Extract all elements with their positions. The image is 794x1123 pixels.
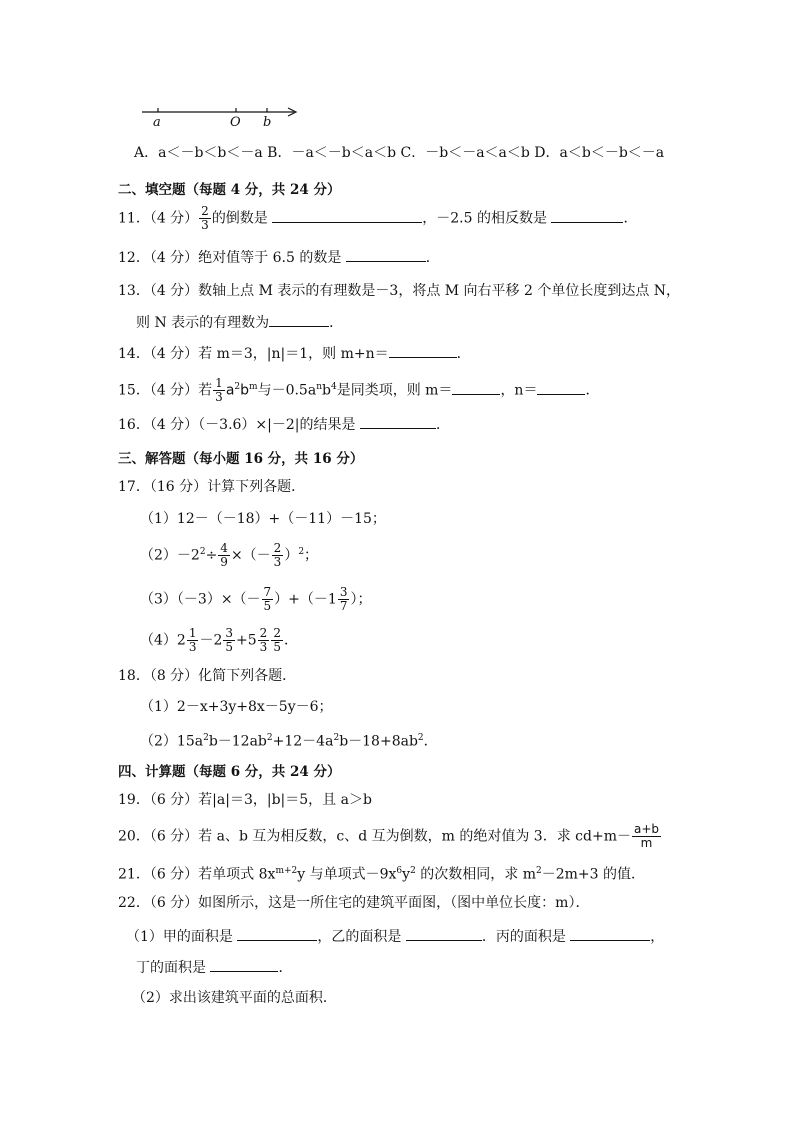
q17-p2-e: ； bbox=[304, 547, 319, 564]
q18-p2-c: +12－4a bbox=[272, 733, 334, 750]
q15-mid: 与－0.5a bbox=[257, 382, 317, 399]
q17-p2-d: ） bbox=[284, 547, 299, 564]
q13-line2 bbox=[136, 312, 343, 333]
q17-p4-frac2 bbox=[223, 627, 235, 654]
q12-end: ． bbox=[425, 250, 440, 266]
q22-part1-line2 bbox=[136, 957, 292, 978]
q22-part1-line1 bbox=[126, 926, 664, 947]
q22-p1-a: （1）甲的面积是 bbox=[126, 929, 233, 945]
q12-text: 12．（4 分）绝对值等于 6.5 的数是 bbox=[118, 250, 342, 266]
q22-p1-b: ，乙的面积是 bbox=[317, 929, 402, 945]
q17-p4-d: ． bbox=[283, 632, 298, 649]
q12-blank[interactable] bbox=[346, 247, 426, 262]
q16-end: ． bbox=[435, 417, 450, 433]
q15-num: 1 bbox=[215, 376, 223, 391]
q17-p4-c: +5 bbox=[236, 632, 257, 649]
number-line bbox=[138, 102, 308, 132]
number-line-label-b: b bbox=[263, 115, 272, 130]
q17-part1: （1）12－（－18）+（－11）－15； bbox=[140, 511, 386, 527]
q17-p4-a: （4）2 bbox=[140, 632, 186, 649]
q17-p4-d1: 3 bbox=[188, 640, 197, 654]
q15-term-b: b bbox=[240, 382, 250, 399]
q15-blank-1[interactable] bbox=[452, 380, 500, 395]
q11-blank-2[interactable] bbox=[551, 208, 623, 223]
q11-den: 3 bbox=[201, 218, 209, 232]
q17-p4-n2: 3 bbox=[225, 626, 234, 640]
q15-fraction bbox=[213, 377, 225, 404]
q20 bbox=[118, 823, 662, 850]
q22-blank-1[interactable] bbox=[237, 926, 317, 941]
q17-p4-d2: 5 bbox=[225, 640, 234, 654]
q17-p2-a: （2）－2 bbox=[140, 547, 200, 564]
q17-p2-b: ÷ bbox=[205, 547, 218, 564]
q22-p1-d: ， bbox=[650, 929, 665, 945]
q22-p1-e: 丁的面积是 bbox=[136, 960, 206, 976]
q21-e: －2m+3 的值． bbox=[541, 866, 646, 883]
q17-p2-d1: 9 bbox=[220, 555, 228, 570]
q18-title: 18．（8 分）化简下列各题． bbox=[118, 668, 297, 684]
q15-blank-2[interactable] bbox=[537, 380, 585, 395]
section4-title: 四、计算题（每题 6 分，共 24 分） bbox=[118, 764, 341, 780]
q15-exp3: n bbox=[316, 382, 322, 392]
section3-title: 三、解答题（每小题 16 分，共 16 分） bbox=[118, 451, 364, 467]
q18-part2 bbox=[140, 728, 438, 752]
q21-b: y 与单项式－9x bbox=[297, 866, 397, 883]
q18-p2-b: b－12ab bbox=[208, 733, 267, 750]
q17-p3-d2: 7 bbox=[339, 599, 348, 613]
q14-blank[interactable] bbox=[389, 343, 457, 358]
q17-p2-c: ×（－ bbox=[230, 547, 271, 564]
q13-text: 则 N 表示的有理数为 bbox=[136, 315, 270, 331]
q17-p2-d2: 3 bbox=[273, 555, 282, 570]
number-line-label-o: O bbox=[230, 115, 241, 130]
q18-p2-e4: 2 bbox=[417, 733, 424, 743]
q16-text: 16．（4 分）（－3.6）×|－2|的结果是 bbox=[118, 417, 356, 433]
q21-d: 的次数相同，求 m bbox=[415, 866, 536, 883]
q11-prefix: 11．（4 分） bbox=[118, 210, 199, 227]
q17-p4-b: －2 bbox=[199, 632, 223, 649]
q11 bbox=[118, 205, 637, 232]
q17-p2-frac2 bbox=[272, 542, 284, 569]
q18-part1: （1）2－x+3y+8x－5y－6； bbox=[140, 699, 333, 715]
q15-prefix: 15．（4 分）若 bbox=[118, 382, 213, 399]
q17-p4-frac1 bbox=[187, 627, 199, 654]
q11-fraction bbox=[199, 205, 211, 232]
q22-blank-4[interactable] bbox=[210, 957, 278, 972]
q15-term-a: a bbox=[225, 382, 235, 399]
q18-p2-a: （2）15a bbox=[140, 733, 204, 750]
q17-p4-d3: 3 bbox=[259, 640, 268, 654]
q17-p3-frac2 bbox=[338, 586, 350, 613]
q17-part2 bbox=[140, 542, 318, 569]
q17-part3 bbox=[140, 586, 371, 613]
number-line-label-a: a bbox=[153, 115, 161, 130]
q15-exp2: m bbox=[249, 382, 258, 392]
q13-blank[interactable] bbox=[269, 312, 329, 327]
q17-p2-n2: 2 bbox=[273, 541, 282, 556]
q17-p4-n4: 2 bbox=[273, 626, 281, 640]
q14-end: ． bbox=[456, 346, 471, 362]
q22-p1-f: ． bbox=[278, 960, 293, 976]
q17-p3-c: ）； bbox=[350, 591, 372, 608]
q15-den: 3 bbox=[215, 390, 223, 405]
q17-p4-d4: 5 bbox=[273, 640, 281, 654]
q15-mid2: 是同类项，则 m＝ bbox=[336, 382, 453, 399]
q12 bbox=[118, 247, 440, 268]
q16 bbox=[118, 414, 450, 435]
q15-mid3: ，n＝ bbox=[500, 382, 538, 399]
q21-a: 21．（6 分）若单项式 8x bbox=[118, 866, 276, 883]
q17-p4-frac3 bbox=[258, 627, 270, 654]
q17-p3-b: ）+（－1 bbox=[274, 591, 337, 608]
q14 bbox=[118, 343, 471, 364]
q15-end: ． bbox=[585, 382, 600, 399]
q11-blank-1[interactable] bbox=[272, 208, 422, 223]
q17-p2-exp: 2 bbox=[199, 547, 206, 557]
q17-p2-exp2: 2 bbox=[298, 547, 305, 557]
q22-title: 22．（6 分）如图所示，这是一所住宅的建筑平面图，（图中单位长度：m）． bbox=[118, 895, 590, 911]
q20-num: a+b bbox=[633, 822, 660, 836]
q22-part2: （2）求出该建筑平面的总面积． bbox=[132, 990, 337, 1006]
q18-p2-d: b－18+8ab bbox=[339, 733, 418, 750]
q13-end: ． bbox=[329, 315, 344, 331]
q17-p2-frac1 bbox=[218, 542, 230, 569]
q15-b2: b bbox=[322, 382, 331, 399]
q22-blank-3[interactable] bbox=[570, 926, 650, 941]
q14-text: 14．（4 分）若 m＝3，|n|＝1，则 m+n＝ bbox=[118, 346, 389, 362]
q16-blank[interactable] bbox=[360, 414, 436, 429]
q15-exp4: 4 bbox=[330, 382, 337, 392]
q18-p2-e3: 2 bbox=[333, 733, 340, 743]
q18-p2-e2: 2 bbox=[266, 733, 273, 743]
q19: 19．（6 分）若|a|＝3，|b|＝5，且 a＞b bbox=[118, 792, 372, 808]
q20-den: m bbox=[640, 836, 653, 850]
section2-title: 二、填空题（每题 4 分，共 24 分） bbox=[118, 182, 341, 198]
q22-blank-2[interactable] bbox=[406, 926, 482, 941]
q17-p3-d1: 5 bbox=[263, 599, 272, 613]
q21-c: y bbox=[402, 866, 411, 883]
q17-title: 17．（16 分）计算下列各题． bbox=[118, 479, 306, 495]
q18-p2-end: ． bbox=[423, 733, 438, 750]
q17-p3-a: （3）（－3）×（－ bbox=[140, 591, 261, 608]
q21-e1: m+2 bbox=[275, 866, 298, 876]
q11-end: ． bbox=[623, 210, 638, 227]
q17-p3-n1: 7 bbox=[263, 585, 272, 599]
q15-exp1: 2 bbox=[234, 382, 241, 392]
q18-p2-e1: 2 bbox=[203, 733, 209, 743]
q20-fraction bbox=[632, 823, 661, 850]
q20-text: 20．（6 分）若 a、b 互为相反数，c、d 互为倒数，m 的绝对值为 3．求 cd+m－ bbox=[118, 828, 631, 845]
q21-e4: 2 bbox=[536, 866, 542, 876]
q15 bbox=[118, 377, 599, 404]
q17-p4-n1: 1 bbox=[188, 626, 197, 640]
q11-num: 2 bbox=[201, 204, 209, 218]
q17-p4-n3: 2 bbox=[259, 626, 268, 640]
q13-line1: 13．（4 分）数轴上点 M 表示的有理数是－3，将点 M 向右平移 2 个单位长度到达点 N， bbox=[118, 283, 681, 299]
q17-p4-frac4 bbox=[271, 627, 283, 654]
q11-mid: 的倒数是 bbox=[211, 210, 268, 227]
q17-p2-n1: 4 bbox=[220, 541, 228, 556]
q21-e3: 2 bbox=[410, 866, 416, 876]
q17-part4 bbox=[140, 627, 298, 654]
q22-p1-c: ．丙的面积是 bbox=[481, 929, 566, 945]
q21 bbox=[118, 861, 645, 885]
q17-p3-n2: 3 bbox=[339, 585, 348, 599]
q11-mid2: ，－2.5 的相反数是 bbox=[422, 210, 547, 227]
q21-e2: 6 bbox=[396, 866, 403, 876]
q17-p3-frac1 bbox=[262, 586, 274, 613]
q10-options: A．a＜－b＜b＜－a B．－a＜－b＜a＜b C．－b＜－a＜a＜b D．a＜b＜－b＜－a bbox=[134, 145, 665, 161]
